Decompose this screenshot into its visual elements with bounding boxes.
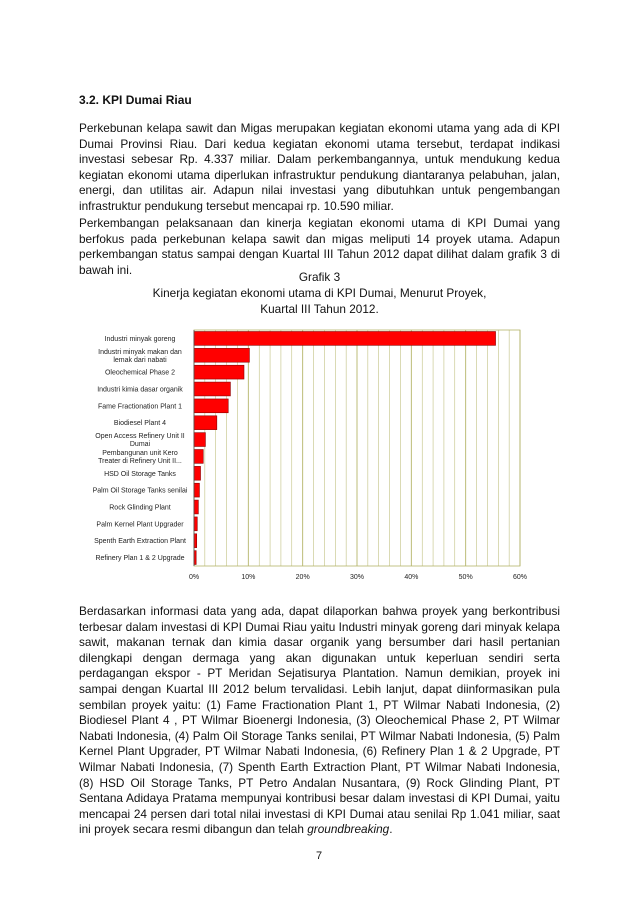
bar-2 xyxy=(194,348,249,362)
bar-12 xyxy=(194,517,197,531)
category-label: Industri minyak goreng xyxy=(104,335,176,343)
category-label: Pembangunan unit Kero Treater di Refinery Unit II... xyxy=(98,449,182,465)
x-tick-label: 20% xyxy=(295,574,310,581)
bar-10 xyxy=(194,483,199,497)
category-label: Palm Kernel Plant Upgrader xyxy=(96,521,184,529)
x-tick-label: 10% xyxy=(241,574,256,581)
bar-11 xyxy=(194,500,198,514)
category-label: Open Access Refinery Unit II Dumai xyxy=(95,433,185,449)
x-tick-label: 30% xyxy=(349,574,365,581)
category-label: Industri kimia dasar organik xyxy=(97,386,183,394)
analysis-italic-term: groundbreaking xyxy=(307,822,390,837)
paragraph-intro: Perkebunan kelapa sawit dan Migas merupakan kegiatan ekonomi utama yang ada di KPI Dumai Provinsi Riau. Dari kedua kegiatan ekonomi utama tersebut, terdapat indikasi investasi sebesar Rp. 4.337 miliar. Dalam perkembangannya, untuk mendukung kedua kegiatan ekonomi utama diperlukan infrastruktur pendukung diantaranya pelabuhan, jalan, energi, dan utilitas air. Adapun nilai investasi yang dibutuhkan untuk pengembangan infrastruktur pendukung tersebut mencapai rp. 10.590 miliar. xyxy=(79,121,560,213)
analysis-text: Berdasarkan informasi data yang ada, dapat dilaporkan bahwa proyek yang berkontribusi terbesar dalam investasi di KPI Dumai Riau yaitu Industri minyak goreng dari minyak kelapa sawit, makanan ternak dan kimia dasar organik yang bersumber dari hasil pertanian dilengkapi dengan dermaga yang akan digunakan untuk keperluan sendiri serta perdagangan ekspor - PT Meridan Sejatisurya Plantation. Namun demikian, proyek ini sampai dengan Kuartal III 2012 belum tervalidasi. Lebih lanjut, dapat diinformasikan pula sembilan proyek yaitu: (1) Fame Fractionation Plant 1, PT Wilmar Nabati Indonesia, (2) Biodiesel Plant 4 , PT Wilmar Bioenergi Indonesia, (3) Oleochemical Phase 2, PT Wilmar Nabati Indonesia, (4) Palm Oil Storage Tanks senilai, PT Wilmar Nabati Indonesia, (5) Palm Kernel Plant Upgrader, PT Wilmar Nabati Indonesia, (6) Refinery Plan 1 & 2 Upgrade, PT Wilmar Nabati Indonesia, (7) Spenth Earth Extraction Plant, PT Wilmar Nabati Indonesia, (8) HSD Oil Storage Tanks, PT Petro Andalan Nusantara, (9) Rock Glinding Plant, PT Sentana Adidaya Pratama mempunyai kontribusi besar dalam investasi di KPI Dumai, yaitu mencapai 24 persen dari total nilai investasi di KPI Dumai atau senilai Rp 1.041 miliar, saat ini proyek secara resmi dibangun dan telah xyxy=(79,604,560,837)
category-label: Biodiesel Plant 4 xyxy=(113,420,167,428)
bar-3 xyxy=(194,365,244,379)
paragraph-analysis xyxy=(79,604,560,838)
category-label: Palm Oil Storage Tanks senilai xyxy=(92,487,188,495)
paragraph-progress: Perkembangan pelaksanaan dan kinerja kegiatan ekonomi utama di KPI Dumai yang berfokus pada perkebunan kelapa sawit dan migas meliputi 14 proyek utama. Adapun perkembangan status sampai dengan Kuartal III Tahun 2012 dapat dilihat dalam grafik 3 di bawah ini. xyxy=(79,216,560,277)
figure-caption-period: Kuartal III Tahun 2012. xyxy=(260,302,379,316)
bar-1 xyxy=(194,332,496,346)
section-heading: 3.2. KPI Dumai Riau xyxy=(79,93,192,107)
category-label: Refinery Plan 1 & 2 Upgrade xyxy=(95,555,185,563)
category-label: HSD Oil Storage Tanks xyxy=(104,470,176,478)
bar-4 xyxy=(194,382,230,396)
page-number: 7 xyxy=(315,850,323,862)
category-label: Fame Fractionation Plant 1 xyxy=(97,403,183,411)
bar-9 xyxy=(194,466,201,480)
x-tick-label: 60% xyxy=(512,574,528,581)
category-label: Spenth Earth Extraction Plant xyxy=(94,538,186,546)
x-tick-label: 50% xyxy=(458,574,473,581)
x-tick-label: 0% xyxy=(188,574,200,581)
x-tick-label: 40% xyxy=(404,574,419,581)
category-label: Rock Glinding Plant xyxy=(109,504,171,512)
bar-5 xyxy=(194,399,228,413)
figure-caption-title: Kinerja kegiatan ekonomi utama di KPI Dumai, Menurut Proyek, xyxy=(152,286,487,300)
bar-13 xyxy=(194,534,197,548)
bar-7 xyxy=(194,433,205,447)
horizontal-bar-chart xyxy=(86,326,536,588)
bar-6 xyxy=(194,416,217,430)
bar-8 xyxy=(194,450,203,464)
analysis-end: . xyxy=(389,822,393,837)
category-label: Industri minyak makan dan lemak dari nabati xyxy=(98,348,182,364)
category-label: Oleochemical Phase 2 xyxy=(104,369,176,377)
figure-caption-number: Grafik 3 xyxy=(298,270,341,284)
